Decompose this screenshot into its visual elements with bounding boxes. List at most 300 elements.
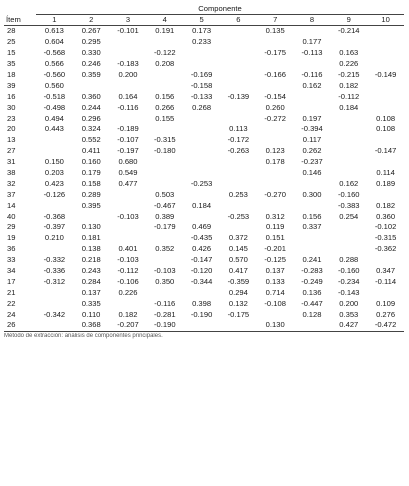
loading-cell: [294, 244, 331, 255]
loading-cell: -0.249: [301, 276, 323, 286]
loading-cell: [220, 168, 257, 179]
loading-cell: 0.241: [302, 255, 322, 265]
loading-cell: [367, 37, 404, 48]
loading-cell: [257, 200, 294, 211]
loading-cell: [367, 255, 404, 266]
loading-cell: [146, 233, 183, 244]
loading-cell: [36, 287, 73, 298]
loading-cell: [330, 37, 367, 48]
loading-cell: 0.197: [302, 113, 322, 123]
loading-cell: 0.158: [81, 178, 101, 188]
loading-cell: [330, 222, 367, 233]
loading-cell: [36, 135, 73, 146]
table-row: [4, 233, 404, 244]
loading-cell: 0.136: [302, 287, 322, 297]
loading-cell: 0.123: [265, 146, 285, 156]
loading-cell: 0.137: [265, 266, 285, 276]
loading-cell: 0.398: [192, 298, 212, 308]
loading-cell: [110, 200, 147, 211]
loading-cell: 0.173: [192, 26, 212, 36]
loading-cell: [257, 37, 294, 48]
loading-cell: 0.284: [81, 276, 101, 286]
item-id-cell: 17: [7, 276, 16, 286]
loading-cell: -0.315: [374, 233, 397, 243]
loading-cell: 0.312: [265, 211, 285, 221]
item-id-cell: 29: [7, 222, 16, 232]
loading-cell: 0.117: [302, 135, 322, 145]
loading-cell: 0.359: [81, 70, 101, 79]
item-id-cell: 16: [7, 91, 16, 101]
loading-cell: 0.423: [44, 178, 64, 188]
loading-cell: 0.254: [339, 211, 359, 221]
loading-cell: -0.133: [190, 91, 213, 101]
item-id-cell: 24: [7, 309, 16, 319]
loading-cell: [294, 91, 331, 102]
loading-cell: 0.181: [81, 233, 101, 243]
loading-cell: 0.184: [192, 200, 212, 210]
loading-cell: -0.332: [43, 255, 66, 265]
item-id-cell: 40: [7, 211, 16, 221]
table-row: [4, 59, 404, 70]
loading-cell: 0.160: [81, 157, 101, 167]
table-row: [4, 113, 404, 124]
loading-cell: -0.103: [117, 255, 139, 265]
loading-cell: -0.368: [43, 211, 66, 221]
loading-cell: [220, 59, 257, 70]
loading-cell: [367, 189, 404, 200]
loading-cell: [183, 287, 220, 298]
loading-cell: -0.158: [190, 80, 213, 90]
item-id-cell: 39: [7, 80, 16, 90]
loading-cell: -0.397: [43, 222, 66, 232]
loading-cell: 0.395: [81, 200, 101, 210]
loading-cell: -0.342: [43, 309, 66, 319]
loading-cell: 0.128: [302, 309, 322, 319]
loading-cell: -0.169: [190, 70, 213, 79]
loading-cell: 0.411: [81, 146, 101, 156]
loading-cell: -0.116: [154, 298, 176, 308]
item-id-cell: 27: [7, 146, 16, 156]
loading-cell: -0.189: [117, 124, 139, 134]
loading-cell: 0.114: [376, 168, 395, 178]
loading-cell: -0.215: [338, 70, 360, 79]
loading-cell: -0.183: [117, 59, 139, 69]
loading-cell: [146, 287, 183, 298]
loading-cell: 0.417: [228, 266, 248, 276]
loading-cell: 0.108: [376, 113, 396, 123]
loading-cell: [110, 37, 147, 48]
loading-cell: 0.163: [339, 48, 359, 58]
loading-cell: -0.383: [338, 200, 360, 210]
loading-cell: [183, 113, 220, 124]
loading-cell: -0.362: [374, 244, 397, 254]
table-row: [4, 287, 404, 298]
item-id-cell: 32: [7, 178, 16, 188]
loading-cell: [367, 48, 404, 59]
table-row: [4, 189, 404, 200]
loading-cell: -0.180: [154, 146, 176, 156]
loading-cell: 0.177: [302, 37, 322, 47]
loading-cell: [183, 59, 220, 70]
loading-cell: -0.467: [154, 200, 176, 210]
loading-cell: [110, 80, 147, 91]
loading-cell: 0.130: [81, 222, 101, 232]
item-id-cell: 26: [4, 320, 36, 331]
loading-cell: -0.116: [117, 102, 139, 112]
loading-cell: [183, 320, 220, 331]
loading-cell: [146, 124, 183, 135]
loading-cell: [183, 135, 220, 146]
item-id-cell: 28: [7, 26, 16, 36]
loading-cell: 0.503: [155, 189, 175, 199]
loading-cell: [367, 91, 404, 102]
loading-cell: 0.164: [118, 91, 138, 101]
component-loadings-table: [4, 3, 404, 332]
component-column-header: 10: [367, 15, 404, 26]
loading-cell: 0.189: [376, 178, 396, 188]
loading-cell: -0.394: [301, 124, 323, 134]
loading-cell: -0.253: [227, 211, 250, 221]
table-row: [4, 298, 404, 309]
loading-cell: 0.324: [81, 124, 101, 134]
item-id-cell: 35: [7, 59, 16, 69]
loading-cell: 0.714: [265, 287, 285, 297]
loading-cell: -0.270: [264, 189, 286, 199]
loading-cell: 0.182: [118, 309, 138, 319]
loading-cell: 0.203: [44, 168, 64, 178]
loading-cell: [110, 48, 147, 59]
loading-cell: -0.166: [264, 70, 286, 79]
footnote: Método de extracción: análisis de componentes principales.: [4, 332, 163, 339]
component-column-header: 8: [294, 15, 331, 26]
table-row: [4, 26, 404, 37]
loading-cell: -0.359: [227, 276, 250, 286]
item-id-cell: 18: [7, 70, 16, 79]
loading-cell: 0.276: [376, 309, 396, 319]
loading-cell: 0.200: [118, 70, 138, 79]
loading-cell: [330, 135, 367, 146]
loading-cell: 0.155: [155, 113, 175, 123]
loading-cell: 0.267: [81, 26, 101, 36]
header-row: [4, 15, 404, 26]
loading-cell: [73, 211, 110, 222]
loading-cell: [257, 309, 294, 320]
loading-cell: 0.360: [376, 211, 396, 221]
loading-cell: 0.347: [376, 266, 396, 276]
loading-cell: 0.246: [81, 59, 101, 69]
loading-cell: [110, 233, 147, 244]
loading-cell: -0.207: [110, 320, 147, 331]
loading-cell: 0.218: [81, 255, 101, 265]
loading-cell: 0.200: [339, 298, 359, 308]
loading-cell: -0.568: [43, 48, 66, 58]
loading-cell: 0.110: [81, 309, 101, 319]
loading-cell: [257, 178, 294, 189]
loading-cell: [183, 157, 220, 168]
table-row: [4, 91, 404, 102]
loading-cell: 0.162: [302, 80, 322, 90]
component-column-header: 3: [110, 15, 147, 26]
loading-cell: [330, 157, 367, 168]
component-column-header: 2: [73, 15, 110, 26]
loading-cell: -0.435: [190, 233, 213, 243]
loading-cell: [146, 70, 183, 81]
loading-cell: 0.295: [81, 37, 101, 47]
loading-cell: [294, 233, 331, 244]
loading-cell: [220, 102, 257, 113]
loading-cell: -0.472: [367, 320, 404, 331]
loading-cell: [257, 124, 294, 135]
loading-cell: [146, 178, 183, 189]
loading-cell: 0.150: [44, 157, 64, 167]
loading-cell: 0.335: [81, 298, 101, 308]
loading-cell: [220, 48, 257, 59]
loading-cell: 0.613: [44, 26, 64, 36]
loading-cell: -0.147: [374, 146, 397, 156]
loading-cell: [367, 26, 404, 37]
loading-cell: -0.560: [43, 70, 66, 79]
loading-cell: 0.266: [155, 102, 175, 112]
loading-cell: [183, 146, 220, 157]
loading-cell: 0.178: [265, 157, 285, 167]
loading-cell: [220, 70, 257, 81]
loading-cell: [330, 233, 367, 244]
component-caption: Componente: [36, 3, 404, 15]
loading-cell: 0.210: [44, 233, 64, 243]
item-id-cell: 36: [7, 244, 16, 254]
loading-cell: -0.103: [117, 211, 139, 221]
loading-cell: 0.162: [339, 178, 359, 188]
loading-cell: [183, 168, 220, 179]
loading-cell: -0.160: [338, 266, 360, 276]
loading-cell: [220, 222, 257, 233]
loading-cell: [367, 102, 404, 113]
loading-cell: [36, 244, 73, 255]
loading-cell: 0.401: [118, 244, 138, 254]
table-row: [4, 168, 404, 179]
loading-cell: [294, 200, 331, 211]
table-row: [4, 157, 404, 168]
loading-cell: 0.352: [155, 244, 175, 254]
loading-cell: 0.243: [81, 266, 101, 276]
loading-cell: [294, 102, 331, 113]
table-row: [4, 102, 404, 113]
loading-cell: [220, 320, 257, 331]
loading-cell: -0.253: [190, 178, 213, 188]
loading-cell: -0.344: [190, 276, 213, 286]
loading-cell: 0.469: [192, 222, 212, 232]
component-column-header: 7: [257, 15, 294, 26]
loading-cell: [146, 80, 183, 91]
loading-cell: [220, 200, 257, 211]
table-row: [4, 37, 404, 48]
loading-cell: 0.191: [155, 26, 175, 36]
loading-cell: 0.570: [228, 255, 248, 265]
loading-cell: -0.114: [375, 276, 397, 286]
loading-cell: 0.300: [302, 189, 322, 199]
item-id-cell: 13: [7, 135, 16, 145]
loading-cell: -0.107: [117, 135, 139, 145]
loading-cell: 0.494: [44, 113, 64, 123]
loading-cell: [36, 298, 73, 309]
loading-cell: -0.149: [374, 70, 397, 79]
item-id-cell: 15: [7, 48, 16, 58]
item-id-cell: 23: [7, 113, 16, 123]
loading-cell: -0.112: [117, 266, 139, 276]
table-row: [4, 146, 404, 157]
item-id-cell: 34: [7, 266, 16, 276]
loading-cell: 0.477: [118, 178, 138, 188]
table-row: [4, 80, 404, 91]
loading-cell: 0.566: [44, 59, 64, 69]
loading-cell: 0.337: [302, 222, 322, 232]
loading-cell: 0.182: [339, 80, 359, 90]
loading-cell: 0.146: [302, 168, 322, 178]
item-id-cell: 22: [7, 298, 16, 308]
loading-cell: -0.281: [154, 309, 176, 319]
item-id-cell: 37: [7, 189, 16, 199]
loading-cell: [220, 113, 257, 124]
loading-cell: -0.447: [301, 298, 323, 308]
loading-cell: -0.125: [264, 255, 286, 265]
component-column-header: 4: [146, 15, 183, 26]
loading-cell: -0.315: [154, 135, 176, 145]
loading-cell: 0.330: [81, 48, 101, 58]
table-row: [4, 211, 404, 222]
loading-cell: [367, 287, 404, 298]
loading-cell: -0.312: [43, 276, 66, 286]
loading-cell: [110, 222, 147, 233]
loading-cell: -0.336: [43, 266, 66, 276]
loading-cell: [367, 59, 404, 70]
loading-cell: 0.151: [265, 233, 285, 243]
loading-cell: [367, 135, 404, 146]
item-id-cell: 14: [7, 200, 16, 210]
loading-cell: 0.368: [73, 320, 110, 331]
table-row: [4, 244, 404, 255]
loading-cell: 0.372: [228, 233, 248, 243]
loading-cell: [330, 124, 367, 135]
loading-cell: -0.102: [374, 222, 397, 232]
loading-cell: 0.296: [81, 113, 101, 123]
loading-cell: [36, 200, 73, 211]
loading-cell: [257, 168, 294, 179]
loading-cell: [294, 26, 331, 37]
loading-cell: 0.360: [81, 91, 101, 101]
loading-cell: -0.272: [264, 113, 286, 123]
loading-cell: 0.389: [155, 211, 175, 221]
caption-row: [4, 3, 404, 15]
loading-cell: 0.560: [44, 80, 64, 90]
loading-cell: 0.262: [302, 146, 322, 156]
item-id-cell: 33: [7, 255, 16, 265]
loading-cell: -0.190: [190, 309, 213, 319]
loading-cell: -0.190: [146, 320, 183, 331]
loading-cell: -0.172: [227, 135, 250, 145]
loading-cell: [183, 211, 220, 222]
loading-cell: -0.126: [43, 189, 66, 199]
item-id-cell: 31: [7, 157, 16, 167]
loading-cell: 0.145: [228, 244, 248, 254]
item-id-cell: 19: [7, 233, 16, 243]
loading-cell: -0.143: [338, 287, 360, 297]
loading-cell: [146, 168, 183, 179]
loading-cell: [146, 255, 183, 266]
loading-cell: [257, 135, 294, 146]
loading-cell: [257, 80, 294, 91]
loading-cell: 0.138: [81, 244, 101, 254]
loading-cell: -0.175: [264, 48, 286, 58]
loading-cell: -0.122: [154, 48, 176, 58]
table-row: [4, 200, 404, 211]
loading-cell: [220, 157, 257, 168]
loading-cell: -0.112: [338, 91, 360, 101]
loading-cell: [146, 157, 183, 168]
loading-cell: [330, 168, 367, 179]
loading-cell: 0.443: [44, 124, 64, 134]
loading-cell: [110, 113, 147, 124]
loading-cell: -0.103: [154, 266, 176, 276]
loading-cell: -0.108: [264, 298, 286, 308]
loading-cell: [183, 189, 220, 200]
loading-cell: 0.179: [81, 168, 101, 178]
loadings-sheet: [4, 3, 404, 340]
table-body: [4, 26, 404, 332]
loading-cell: 0.208: [155, 59, 175, 69]
loading-cell: -0.139: [227, 91, 250, 101]
item-id-cell: 30: [7, 102, 16, 112]
loading-cell: [36, 320, 73, 331]
loading-cell: 0.549: [118, 168, 138, 178]
table-row: [4, 266, 404, 277]
loading-cell: [220, 26, 257, 37]
item-column-header: Ítem: [4, 15, 36, 26]
loading-cell: -0.201: [264, 244, 286, 254]
loading-cell: 0.156: [302, 211, 322, 221]
loading-cell: [73, 80, 110, 91]
loading-cell: -0.498: [43, 102, 66, 112]
loading-cell: -0.283: [301, 266, 323, 276]
loading-cell: 0.604: [44, 37, 64, 47]
loading-cell: -0.101: [117, 26, 139, 36]
loading-cell: [294, 320, 331, 331]
loading-cell: [330, 113, 367, 124]
loading-cell: -0.116: [301, 70, 323, 79]
loading-cell: [330, 146, 367, 157]
loading-cell: [330, 244, 367, 255]
loading-cell: 0.108: [376, 124, 396, 134]
loading-cell: -0.197: [117, 146, 139, 156]
loading-cell: [220, 178, 257, 189]
loading-cell: 0.156: [155, 91, 175, 101]
loading-cell: 0.226: [118, 287, 138, 297]
loading-cell: -0.263: [227, 146, 250, 156]
loading-cell: [294, 59, 331, 70]
loading-cell: 0.226: [339, 59, 359, 69]
loading-cell: -0.160: [338, 189, 360, 199]
loading-cell: [257, 59, 294, 70]
loading-cell: 0.233: [192, 37, 212, 47]
loading-cell: [146, 37, 183, 48]
loading-cell: 0.113: [229, 124, 248, 134]
loading-cell: 0.109: [376, 298, 396, 308]
loading-cell: [183, 124, 220, 135]
loading-cell: 0.294: [228, 287, 248, 297]
loading-cell: 0.184: [339, 102, 359, 112]
component-column-header: 6: [220, 15, 257, 26]
table-row: [4, 70, 404, 81]
table-row: [4, 255, 404, 266]
